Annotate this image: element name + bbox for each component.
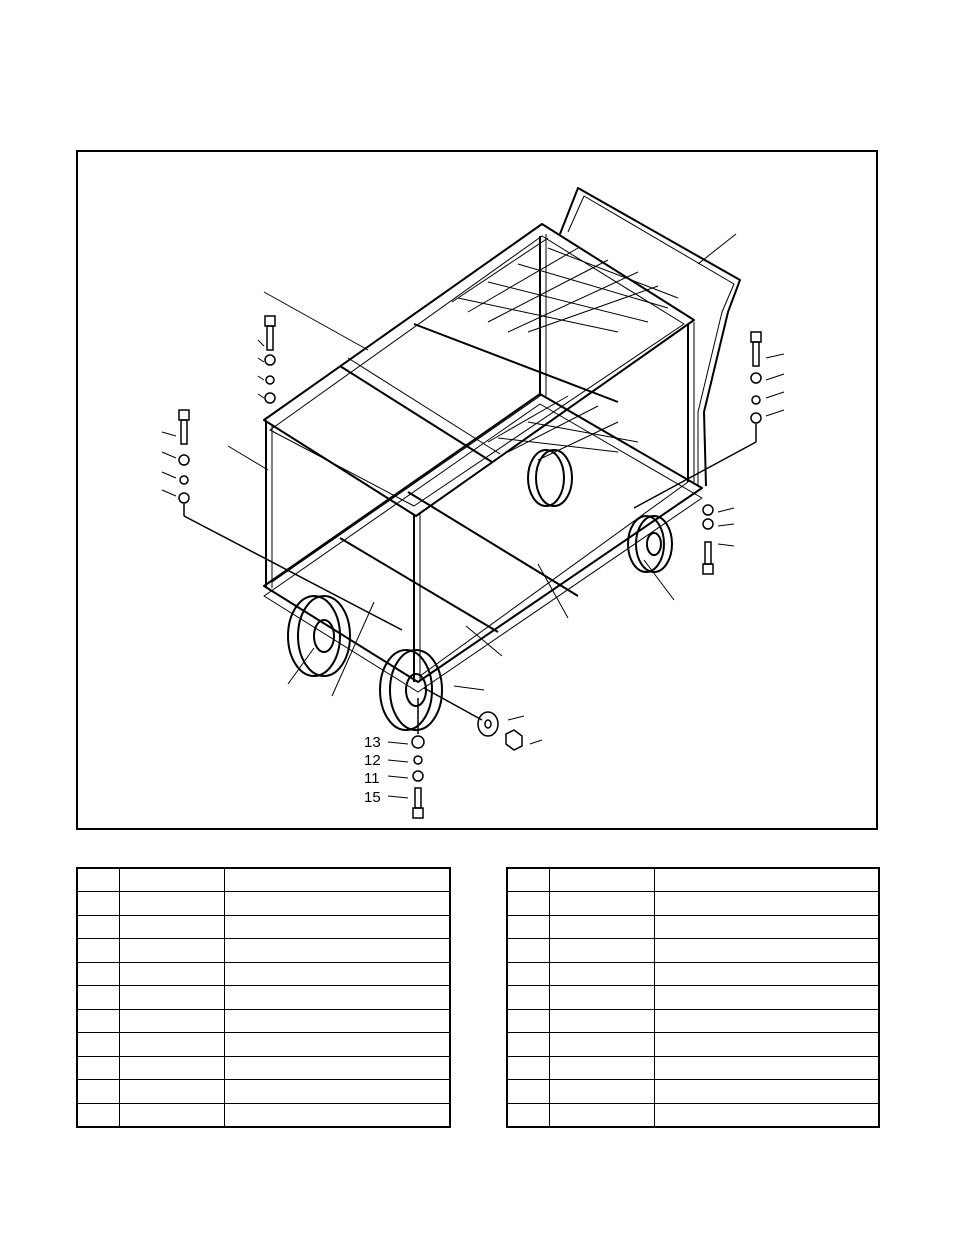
description-cell <box>654 962 879 986</box>
bolt-icon <box>413 788 423 818</box>
callout-15: 15 <box>364 789 381 806</box>
part-number-cell <box>119 1033 224 1057</box>
top-cross-member <box>340 366 492 462</box>
table-row <box>77 915 450 939</box>
item-number-cell <box>77 868 119 892</box>
table-row <box>77 1103 450 1127</box>
item-number-cell <box>507 1103 549 1127</box>
description-cell <box>654 986 879 1010</box>
item-number-cell <box>77 915 119 939</box>
table-row <box>507 986 879 1010</box>
part-number-cell <box>119 892 224 916</box>
bolt-icon <box>265 316 275 350</box>
table-row <box>507 1009 879 1033</box>
wheel-icon <box>528 450 572 506</box>
washer-icon <box>265 355 275 365</box>
description-cell <box>224 1103 450 1127</box>
description-cell <box>224 939 450 963</box>
bottom-cross-member <box>340 538 498 632</box>
washer-icon <box>179 455 189 465</box>
nut-icon <box>179 493 189 503</box>
nut-icon <box>412 736 424 748</box>
part-number-cell <box>119 986 224 1010</box>
item-number-cell <box>507 915 549 939</box>
bolt-icon <box>179 410 189 444</box>
table-row <box>507 1080 879 1104</box>
wheels <box>288 450 672 730</box>
washer-icon <box>703 519 713 529</box>
table-row <box>507 1103 879 1127</box>
push-handle <box>560 188 740 486</box>
bolt-icon <box>751 332 761 366</box>
cart-frame-illustration <box>264 188 740 692</box>
item-number-cell <box>77 939 119 963</box>
nut-icon <box>506 730 522 750</box>
description-cell <box>654 1080 879 1104</box>
callout-13: 13 <box>364 734 381 751</box>
part-number-cell <box>549 1056 654 1080</box>
part-number-cell <box>119 1080 224 1104</box>
description-cell <box>654 915 879 939</box>
item-number-cell <box>507 868 549 892</box>
description-cell <box>654 939 879 963</box>
item-number-cell <box>507 986 549 1010</box>
item-number-cell <box>77 962 119 986</box>
washer-icon <box>752 396 760 404</box>
part-number-cell <box>549 986 654 1010</box>
item-number-cell <box>77 892 119 916</box>
part-number-cell <box>119 1103 224 1127</box>
callout-11: 11 <box>364 770 380 787</box>
nut-icon <box>751 413 761 423</box>
part-number-cell <box>549 1103 654 1127</box>
description-cell <box>654 1103 879 1127</box>
parts-table-right <box>506 867 880 1128</box>
top-mesh <box>452 238 678 332</box>
description-cell <box>224 986 450 1010</box>
table-row <box>507 962 879 986</box>
table-row <box>507 1056 879 1080</box>
table-row <box>77 1033 450 1057</box>
item-number-cell <box>507 939 549 963</box>
part-number-cell <box>119 915 224 939</box>
item-number-cell <box>77 1033 119 1057</box>
part-number-cell <box>549 915 654 939</box>
part-number-cell <box>549 962 654 986</box>
table-row <box>77 1009 450 1033</box>
table-row <box>77 939 450 963</box>
part-number-cell <box>119 1056 224 1080</box>
table-row <box>77 962 450 986</box>
item-number-cell <box>507 1056 549 1080</box>
item-number-cell <box>507 1033 549 1057</box>
callout-12: 12 <box>364 752 381 769</box>
item-number-cell <box>507 1009 549 1033</box>
part-number-cell <box>119 868 224 892</box>
table-row <box>77 986 450 1010</box>
part-number-cell <box>549 1009 654 1033</box>
cart-exploded-view <box>78 152 876 828</box>
item-number-cell <box>77 1056 119 1080</box>
wheel-icon <box>288 596 350 676</box>
table-row <box>507 939 879 963</box>
washer-icon <box>414 756 422 764</box>
item-number-cell <box>77 986 119 1010</box>
table-row <box>507 915 879 939</box>
description-cell <box>654 868 879 892</box>
washer-icon <box>266 376 274 384</box>
top-frame <box>264 224 694 516</box>
description-cell <box>654 892 879 916</box>
description-cell <box>224 1009 450 1033</box>
table-row <box>507 1033 879 1057</box>
part-number-cell <box>549 892 654 916</box>
washer-icon <box>413 771 423 781</box>
table-row <box>77 1056 450 1080</box>
item-number-cell <box>507 892 549 916</box>
parts-table-left <box>76 867 451 1128</box>
part-number-cell <box>119 962 224 986</box>
description-cell <box>654 1009 879 1033</box>
item-number-cell <box>77 1009 119 1033</box>
part-number-cell <box>549 939 654 963</box>
description-cell <box>224 915 450 939</box>
washer-icon <box>478 712 498 736</box>
exploded-diagram-frame <box>76 150 878 830</box>
table-row <box>77 892 450 916</box>
part-number-cell <box>549 1080 654 1104</box>
part-number-cell <box>119 1009 224 1033</box>
item-number-cell <box>77 1103 119 1127</box>
item-number-cell <box>77 1080 119 1104</box>
part-number-cell <box>549 868 654 892</box>
part-number-cell <box>119 939 224 963</box>
description-cell <box>654 1033 879 1057</box>
description-cell <box>224 1080 450 1104</box>
mid-cross-member <box>414 324 618 402</box>
description-cell <box>224 868 450 892</box>
bolt-icon <box>703 542 713 574</box>
table-row <box>77 1080 450 1104</box>
description-cell <box>224 962 450 986</box>
description-cell <box>224 1033 450 1057</box>
washer-icon <box>180 476 188 484</box>
table-row <box>507 892 879 916</box>
washer-icon <box>751 373 761 383</box>
part-number-cell <box>549 1033 654 1057</box>
item-number-cell <box>507 962 549 986</box>
wheel-icon <box>380 650 442 730</box>
table-row <box>507 868 879 892</box>
description-cell <box>654 1056 879 1080</box>
table-row <box>77 868 450 892</box>
nut-icon <box>703 505 713 515</box>
item-number-cell <box>507 1080 549 1104</box>
description-cell <box>224 1056 450 1080</box>
description-cell <box>224 892 450 916</box>
nut-icon <box>265 393 275 403</box>
